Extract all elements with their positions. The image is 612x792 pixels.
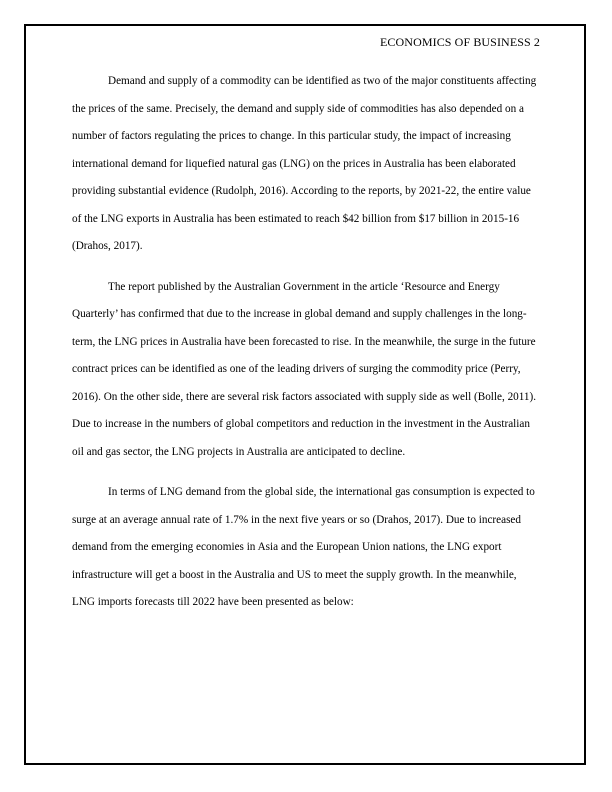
- paragraph-2: The report published by the Australian Government in the article ‘Resource and Energy Quarterly’ has confirmed that due to the increase in global demand and supply challenges in the long-term, the LNG prices in Australia have been forecasted to rise. In the meanwhile, the surge in the future contract prices can be identified as one of the leading drivers of surging the commodity price (Perry, 2016). On the other side, there are several risk factors associated with supply side as well (Bolle, 2011). Due to increase in the numbers of global competitors and reduction in the investment in the Australian oil and gas sector, the LNG projects in Australia are anticipated to decline.: [72, 280, 537, 458]
- document-body: [72, 68, 542, 630]
- paragraph-3: In terms of LNG demand from the global side, the international gas consumption is expected to surge at an average annual rate of 1.7% in the next five years or so (Drahos, 2017). Due to increased demand from the emerging economies in Asia and the European Union nations, the LNG export infrastructure will get a boost in the Australia and US to meet the supply growth. In the meanwhile, LNG imports forecasts till 2022 have been presented as below:: [72, 486, 535, 608]
- running-header: ECONOMICS OF BUSINESS 2: [380, 35, 540, 49]
- paragraph-1: Demand and supply of a commodity can be identified as two of the major constituents affecting the prices of the same. Precisely, the demand and supply side of commodities has also depended on a number of factors regulating the prices to change. In this particular study, the impact of increasing international demand for liquefied natural gas (LNG) on the prices in Australia has been elaborated providing substantial evidence (Rudolph, 2016). According to the reports, by 2021-22, the entire value of the LNG exports in Australia has been estimated to reach $42 billion from $17 billion in 2015-16 (Drahos, 2017).: [72, 75, 537, 252]
